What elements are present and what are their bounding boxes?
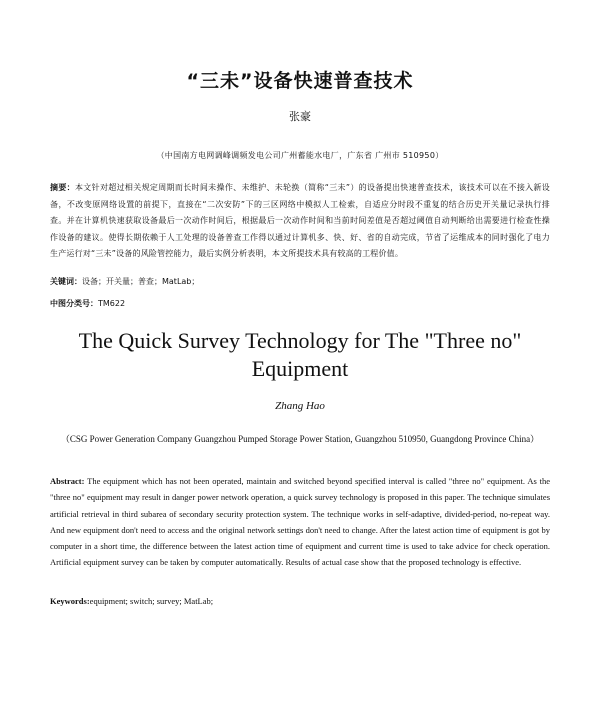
english-author: Zhang Hao (275, 400, 325, 412)
chinese-keywords-text: 设备；开关量；普查；MatLab； (82, 277, 200, 286)
english-keywords-label: Keywords: (50, 596, 90, 606)
chinese-keywords-label: 关键词： (50, 277, 82, 286)
classification-label: 中图分类号： (50, 299, 98, 308)
chinese-author: 张豪 (289, 110, 311, 123)
english-abstract-text: The equipment which has not been operated, maintain and switched beyond specified interval is called "three no" equipment. As the "three no" equipment may result in danger power network operation, a quick survey technology is proposed in this paper. The technique simulates artificial retrieval in third subarea of secondary security protection system. The technique works in self-adaptive, divided-period, no-repeat way. And new equipment don't need to access and the original network settings don't need to change. After the latest action time of equipment is got by computer in a short time, the difference between the latest action time of equipment and current time is used to take advice for check operation. Artificial equipment survey can be taken by computer automatically. Results of actual case show that the proposed technology is effective. (50, 476, 550, 568)
chinese-abstract-text: 本文针对超过相关规定周期而长时间未操作、未维护、未轮换（简称“三未”）的设备提出快速普查技术，该技术可以在不接入新设备，不改变原网络设置的前提下，直接在“二次安防”下的三区网络中模拟人工检索，自适应分时段不重复的结合历史开关量记录执行排查。并在计算机快速获取设备最后一次动作时间后，根据最后一次动作时间和当前时间差值是否超过阈值自动判断给出需要进行检查性操作设备的建议。使得长期依赖于人工处理的设备普查工作得以通过计算机多、快、好、省的自动完成，节省了运维成本的同时强化了电力生产运行对“三未”设备的风险管控能力，最后实例分析表明，本文所提技术具有较高的工程价值。 (50, 183, 550, 258)
english-abstract (50, 473, 550, 571)
english-affiliation: （CSG Power Generation Company Guangzhou Pumped Storage Power Station, Guangzhou 510950, Guangdong Province China） (60, 434, 540, 444)
chinese-title: “三未”设备快速普查技术 (186, 70, 414, 92)
english-keywords (50, 596, 550, 606)
english-keywords-text: equipment; switch; survey; MatLab; (89, 596, 214, 606)
classification-value: TM622 (98, 299, 126, 308)
english-abstract-label: Abstract: (50, 476, 85, 486)
english-title: The Quick Survey Technology for The "Three no" Equipment (78, 328, 522, 381)
chinese-classification-number (50, 298, 550, 309)
chinese-abstract (50, 180, 550, 263)
chinese-abstract-label: 摘要： (50, 183, 75, 192)
chinese-keywords (50, 276, 550, 287)
chinese-affiliation: （中国南方电网调峰调频发电公司广州蓄能水电厂，广东省 广州市 510950） (156, 151, 444, 160)
